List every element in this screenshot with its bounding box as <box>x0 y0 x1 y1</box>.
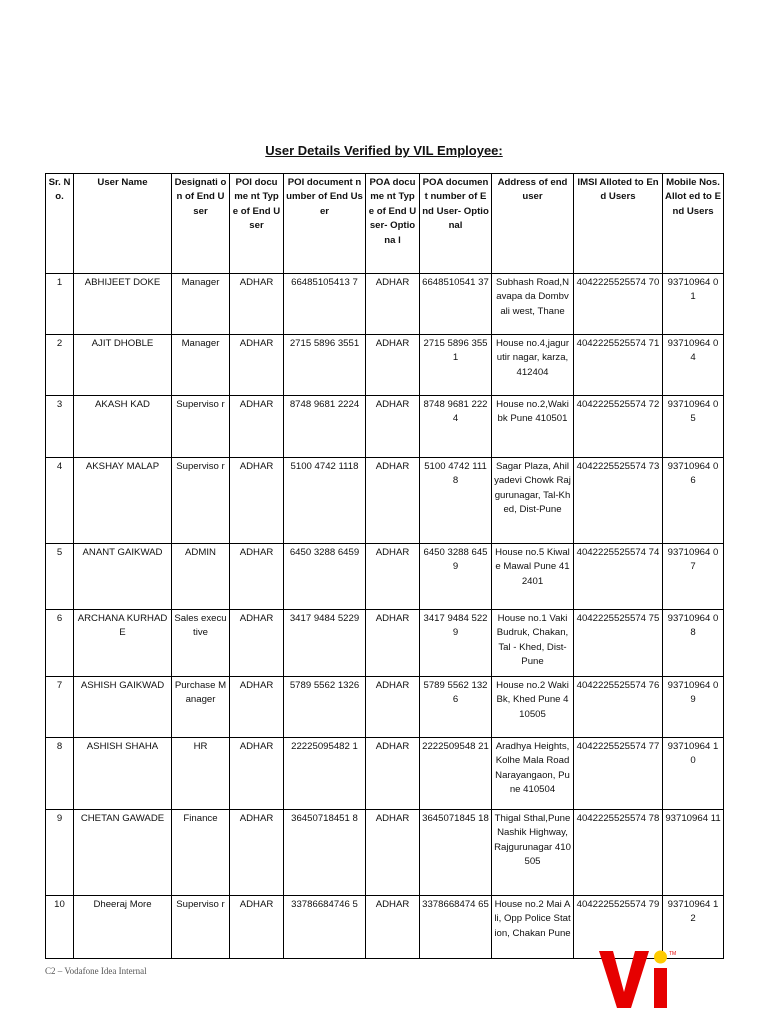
designation-cell: HR <box>172 738 230 810</box>
imsi-cell: 4042225525574 70 <box>574 274 663 335</box>
poi-type-cell: ADHAR <box>230 610 284 677</box>
poi-number-cell: 36450718451 8 <box>284 810 366 896</box>
mobile-cell: 93710964 10 <box>663 738 724 810</box>
sr-no-cell: 5 <box>46 544 74 610</box>
user-details-table <box>45 173 724 959</box>
poa-number-cell: 6648510541 37 <box>420 274 492 335</box>
sr-no-cell: 3 <box>46 396 74 458</box>
vi-logo-i-stem <box>654 968 667 1008</box>
designation-cell: Manager <box>172 274 230 335</box>
address-cell: House no.2 Waki Bk, Khed Pune 410505 <box>492 677 574 738</box>
imsi-cell: 4042225525574 77 <box>574 738 663 810</box>
mobile-cell: 93710964 09 <box>663 677 724 738</box>
header-mobile: Mobile Nos.Allot ed to End Users <box>663 174 724 274</box>
mobile-cell: 93710964 12 <box>663 896 724 959</box>
poa-type-cell: ADHAR <box>366 274 420 335</box>
address-cell: Subhash Road,Navapa da Dombvali west, Thane <box>492 274 574 335</box>
sr-no-cell: 7 <box>46 677 74 738</box>
poi-number-cell: 22225095482 1 <box>284 738 366 810</box>
address-cell: House no.2 Mai Ali, Opp Police Station, Chakan Pune <box>492 896 574 959</box>
poa-type-cell: ADHAR <box>366 458 420 544</box>
poi-number-cell: 8748 9681 2224 <box>284 396 366 458</box>
header-poa-number: POA document number of End User- Optional <box>420 174 492 274</box>
user-name-cell: AKSHAY MALAP <box>74 458 172 544</box>
poi-type-cell: ADHAR <box>230 458 284 544</box>
poa-type-cell: ADHAR <box>366 544 420 610</box>
table-row <box>46 810 724 896</box>
poa-number-cell: 5100 4742 1118 <box>420 458 492 544</box>
vi-logo <box>596 946 680 1021</box>
header-imsi: IMSI Alloted to End Users <box>574 174 663 274</box>
sr-no-cell: 6 <box>46 610 74 677</box>
address-cell: House no.2,Waki bk Pune 410501 <box>492 396 574 458</box>
table-row <box>46 274 724 335</box>
poi-number-cell: 6450 3288 6459 <box>284 544 366 610</box>
imsi-cell: 4042225525574 76 <box>574 677 663 738</box>
poa-number-cell: 5789 5562 1326 <box>420 677 492 738</box>
header-user-name: User Name <box>74 174 172 274</box>
mobile-cell: 93710964 04 <box>663 335 724 396</box>
poa-type-cell: ADHAR <box>366 810 420 896</box>
imsi-cell: 4042225525574 74 <box>574 544 663 610</box>
poi-number-cell: 33786684746 5 <box>284 896 366 959</box>
poa-type-cell: ADHAR <box>366 738 420 810</box>
vi-logo-trademark: TM <box>669 951 677 957</box>
address-cell: House no.4,jagurutir nagar, karza, 412404 <box>492 335 574 396</box>
table-row <box>46 458 724 544</box>
user-name-cell: ASHISH SHAHA <box>74 738 172 810</box>
imsi-cell: 4042225525574 78 <box>574 810 663 896</box>
poi-number-cell: 5100 4742 1118 <box>284 458 366 544</box>
imsi-cell: 4042225525574 79 <box>574 896 663 959</box>
poi-type-cell: ADHAR <box>230 335 284 396</box>
header-poi-number: POI document number of End User <box>284 174 366 274</box>
poi-number-cell: 2715 5896 3551 <box>284 335 366 396</box>
address-cell: Thigal Sthal,Pune Nashik Highway, Rajgurunagar 410505 <box>492 810 574 896</box>
vi-logo-dot <box>654 951 667 964</box>
poi-type-cell: ADHAR <box>230 896 284 959</box>
user-name-cell: Dheeraj More <box>74 896 172 959</box>
imsi-cell: 4042225525574 71 <box>574 335 663 396</box>
poa-type-cell: ADHAR <box>366 896 420 959</box>
poi-type-cell: ADHAR <box>230 738 284 810</box>
mobile-cell: 93710964 08 <box>663 610 724 677</box>
table-row <box>46 738 724 810</box>
address-cell: House no.1 Vaki Budruk, Chakan, Tal - Khed, Dist- Pune <box>492 610 574 677</box>
poi-number-cell: 5789 5562 1326 <box>284 677 366 738</box>
header-address: Address of end user <box>492 174 574 274</box>
table-row <box>46 610 724 677</box>
poi-number-cell: 66485105413 7 <box>284 274 366 335</box>
designation-cell: Superviso r <box>172 896 230 959</box>
table-row <box>46 544 724 610</box>
imsi-cell: 4042225525574 75 <box>574 610 663 677</box>
sr-no-cell: 4 <box>46 458 74 544</box>
header-poi-type: POI docume nt Type of End User <box>230 174 284 274</box>
table-body <box>46 274 724 959</box>
user-name-cell: AJIT DHOBLE <box>74 335 172 396</box>
header-poa-type: POA docume nt Type of End User- Optiona l <box>366 174 420 274</box>
mobile-cell: 93710964 01 <box>663 274 724 335</box>
designation-cell: Purchase Manager <box>172 677 230 738</box>
sr-no-cell: 2 <box>46 335 74 396</box>
user-name-cell: ABHIJEET DOKE <box>74 274 172 335</box>
poa-number-cell: 3417 9484 5229 <box>420 610 492 677</box>
poa-type-cell: ADHAR <box>366 677 420 738</box>
header-sr-no: Sr. N o. <box>46 174 74 274</box>
user-name-cell: AKASH KAD <box>74 396 172 458</box>
user-name-cell: CHETAN GAWADE <box>74 810 172 896</box>
designation-cell: Superviso r <box>172 458 230 544</box>
vi-logo-v <box>599 951 649 1008</box>
mobile-cell: 93710964 11 <box>663 810 724 896</box>
address-cell: Sagar Plaza, Ahilyadevi Chowk Rajgurunagar, Tal-Khed, Dist-Pune <box>492 458 574 544</box>
table-row <box>46 677 724 738</box>
user-name-cell: ANANT GAIKWAD <box>74 544 172 610</box>
poa-type-cell: ADHAR <box>366 610 420 677</box>
poi-type-cell: ADHAR <box>230 677 284 738</box>
table-header-row <box>46 174 724 274</box>
table-row <box>46 396 724 458</box>
poa-number-cell: 2222509548 21 <box>420 738 492 810</box>
imsi-cell: 4042225525574 72 <box>574 396 663 458</box>
classification-footer: C2 – Vodafone Idea Internal <box>45 966 147 976</box>
designation-cell: Superviso r <box>172 396 230 458</box>
poa-number-cell: 6450 3288 6459 <box>420 544 492 610</box>
document-title: User Details Verified by VIL Employee: <box>265 143 503 158</box>
sr-no-cell: 8 <box>46 738 74 810</box>
poa-type-cell: ADHAR <box>366 396 420 458</box>
designation-cell: Finance <box>172 810 230 896</box>
designation-cell: Manager <box>172 335 230 396</box>
address-cell: Aradhya Heights, Kolhe Mala Road Narayangaon, Pune 410504 <box>492 738 574 810</box>
designation-cell: ADMIN <box>172 544 230 610</box>
imsi-cell: 4042225525574 73 <box>574 458 663 544</box>
mobile-cell: 93710964 05 <box>663 396 724 458</box>
poa-number-cell: 3378668474 65 <box>420 896 492 959</box>
user-name-cell: ASHISH GAIKWAD <box>74 677 172 738</box>
mobile-cell: 93710964 07 <box>663 544 724 610</box>
user-name-cell: ARCHANA KURHADE <box>74 610 172 677</box>
poa-number-cell: 3645071845 18 <box>420 810 492 896</box>
poa-number-cell: 8748 9681 2224 <box>420 396 492 458</box>
poa-number-cell: 2715 5896 3551 <box>420 335 492 396</box>
table-row <box>46 335 724 396</box>
mobile-cell: 93710964 06 <box>663 458 724 544</box>
poi-type-cell: ADHAR <box>230 544 284 610</box>
sr-no-cell: 9 <box>46 810 74 896</box>
address-cell: House no.5 Kiwale Mawal Pune 412401 <box>492 544 574 610</box>
poi-type-cell: ADHAR <box>230 274 284 335</box>
sr-no-cell: 10 <box>46 896 74 959</box>
sr-no-cell: 1 <box>46 274 74 335</box>
poi-type-cell: ADHAR <box>230 396 284 458</box>
poa-type-cell: ADHAR <box>366 335 420 396</box>
designation-cell: Sales executive <box>172 610 230 677</box>
header-designation: Designati on of End User <box>172 174 230 274</box>
poi-number-cell: 3417 9484 5229 <box>284 610 366 677</box>
poi-type-cell: ADHAR <box>230 810 284 896</box>
